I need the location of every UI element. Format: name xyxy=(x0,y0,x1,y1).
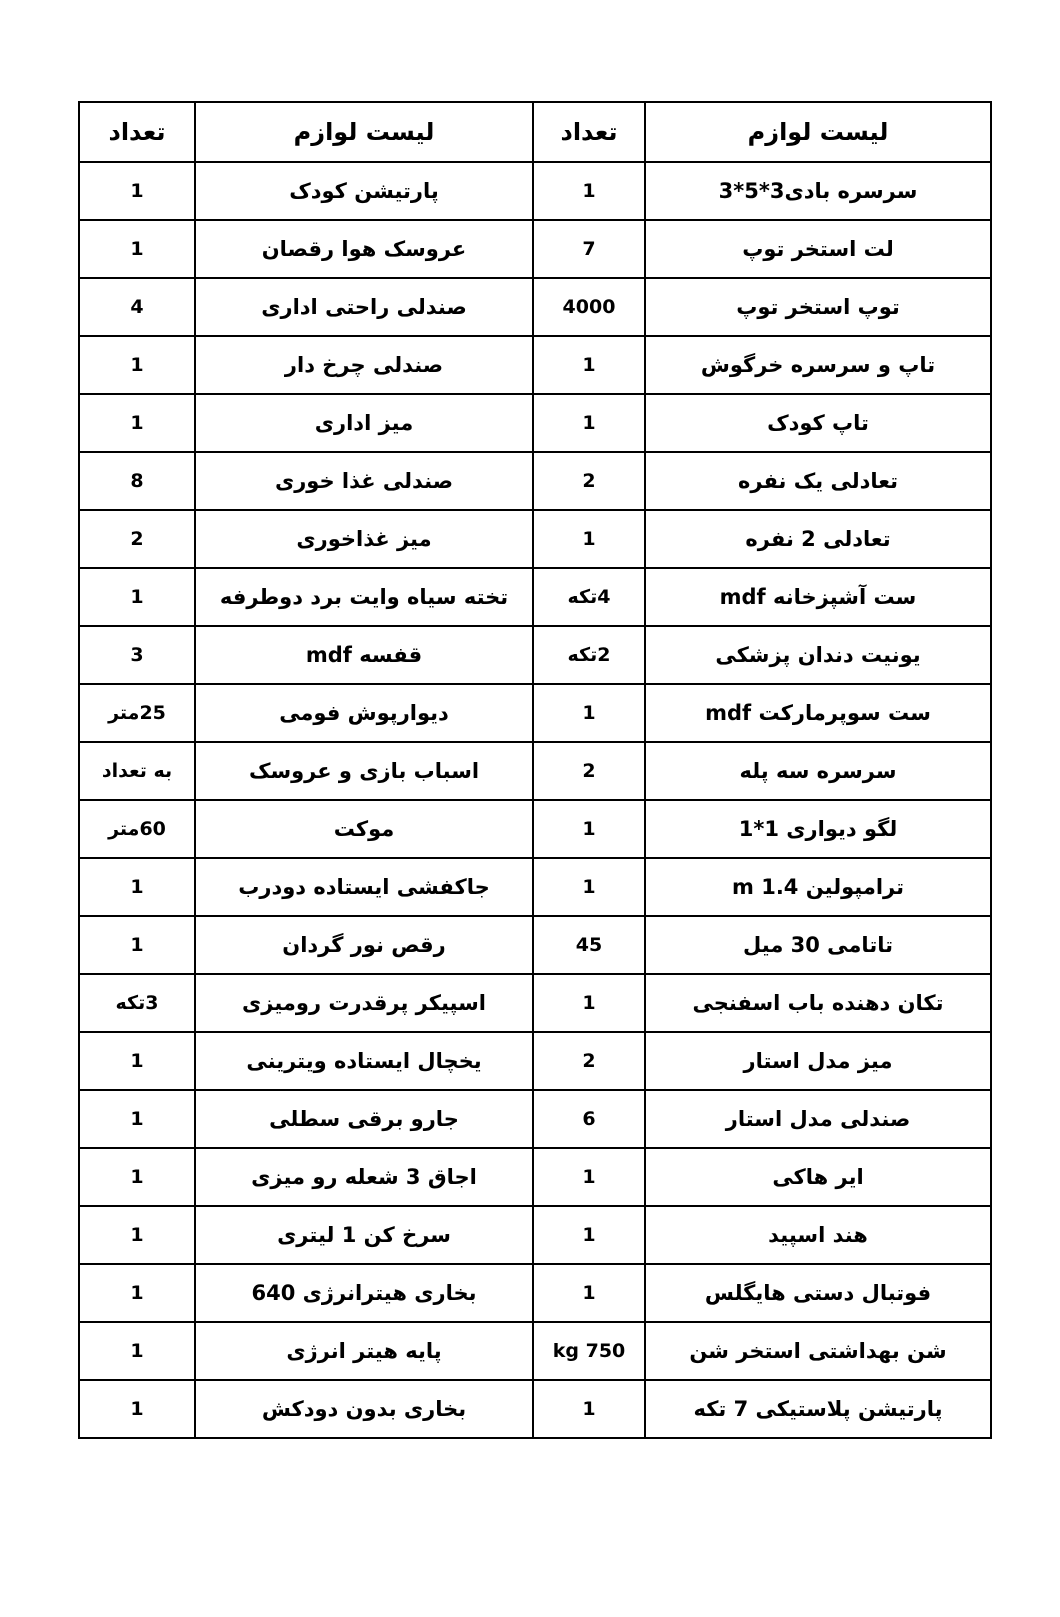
right-item-cell: ایر هاکی xyxy=(645,1148,991,1206)
table-row xyxy=(79,220,991,278)
right-quantity-cell: 1 xyxy=(533,1206,645,1264)
left-quantity-cell: 1 xyxy=(79,162,195,220)
right-quantity-cell: 1 xyxy=(533,800,645,858)
table-row xyxy=(79,974,991,1032)
right-quantity-cell: 1 xyxy=(533,1264,645,1322)
table-row xyxy=(79,1148,991,1206)
left-quantity-cell: 1 xyxy=(79,1090,195,1148)
table-row xyxy=(79,1322,991,1380)
left-quantity-cell: 1 xyxy=(79,916,195,974)
right-item-cell: ست آشپزخانه mdf xyxy=(645,568,991,626)
right-quantity-cell: 4000 xyxy=(533,278,645,336)
right-quantity-cell: 1 xyxy=(533,1148,645,1206)
right-quantity-cell: 7 xyxy=(533,220,645,278)
left-item-cell: یخچال ایستاده ویترینی xyxy=(195,1032,533,1090)
left-item-cell: جاکفشی ایستاده دودرب xyxy=(195,858,533,916)
left-item-cell: صندلی چرخ دار xyxy=(195,336,533,394)
left-item-cell: عروسک هوا رقصان xyxy=(195,220,533,278)
left-quantity-cell: 1 xyxy=(79,394,195,452)
right-quantity-cell: 1 xyxy=(533,1380,645,1438)
left-quantity-cell: به تعداد xyxy=(79,742,195,800)
table-row xyxy=(79,1206,991,1264)
table-row xyxy=(79,394,991,452)
header-row xyxy=(79,102,991,162)
left-quantity-cell: 8 xyxy=(79,452,195,510)
left-quantity-cell: 4 xyxy=(79,278,195,336)
right-item-cell: شن بهداشتی استخر شن xyxy=(645,1322,991,1380)
left-quantity-cell: 3تکه xyxy=(79,974,195,1032)
left-quantity-cell: 1 xyxy=(79,1264,195,1322)
left-quantity-cell: 1 xyxy=(79,336,195,394)
equipment-list-sheet xyxy=(78,101,990,1439)
right-quantity-cell: 6 xyxy=(533,1090,645,1148)
header-quantity-right: تعداد xyxy=(533,102,645,162)
left-quantity-cell: 60متر xyxy=(79,800,195,858)
right-item-cell: توپ استخر توپ xyxy=(645,278,991,336)
right-item-cell: سرسره سه پله xyxy=(645,742,991,800)
right-item-cell: یونیت دندان پزشکی xyxy=(645,626,991,684)
left-item-cell: اسباب بازی و عروسک xyxy=(195,742,533,800)
right-quantity-cell: 1 xyxy=(533,858,645,916)
left-item-cell: اجاق 3 شعله رو میزی xyxy=(195,1148,533,1206)
table-row xyxy=(79,510,991,568)
table-row xyxy=(79,1264,991,1322)
right-quantity-cell: 1 xyxy=(533,162,645,220)
right-item-cell: تعادلی 2 نفره xyxy=(645,510,991,568)
table-row xyxy=(79,1380,991,1438)
table-row xyxy=(79,278,991,336)
left-item-cell: سرخ کن 1 لیتری xyxy=(195,1206,533,1264)
table-row xyxy=(79,568,991,626)
right-quantity-cell: 4تکه xyxy=(533,568,645,626)
right-quantity-cell: 750 kg xyxy=(533,1322,645,1380)
left-item-cell: میز غذاخوری xyxy=(195,510,533,568)
left-quantity-cell: 1 xyxy=(79,1322,195,1380)
table-row xyxy=(79,336,991,394)
header-item-list-left: لیست لوازم xyxy=(195,102,533,162)
header-quantity-left: تعداد xyxy=(79,102,195,162)
left-quantity-cell: 1 xyxy=(79,1206,195,1264)
right-quantity-cell: 1 xyxy=(533,394,645,452)
left-item-cell: رقص نور گردان xyxy=(195,916,533,974)
right-item-cell: لت استخر توپ xyxy=(645,220,991,278)
table-row xyxy=(79,916,991,974)
left-quantity-cell: 1 xyxy=(79,220,195,278)
right-quantity-cell: 2 xyxy=(533,452,645,510)
table-row xyxy=(79,684,991,742)
right-quantity-cell: 2تکه xyxy=(533,626,645,684)
right-quantity-cell: 1 xyxy=(533,684,645,742)
left-item-cell: تخته سیاه وایت برد دوطرفه xyxy=(195,568,533,626)
left-quantity-cell: 2 xyxy=(79,510,195,568)
right-item-cell: تاتامی 30 میل xyxy=(645,916,991,974)
left-quantity-cell: 1 xyxy=(79,858,195,916)
left-item-cell: جارو برقی سطلی xyxy=(195,1090,533,1148)
right-item-cell: تکان دهنده باب اسفنجی xyxy=(645,974,991,1032)
right-quantity-cell: 45 xyxy=(533,916,645,974)
right-quantity-cell: 2 xyxy=(533,1032,645,1090)
right-item-cell: ست سوپرمارکت mdf xyxy=(645,684,991,742)
left-quantity-cell: 1 xyxy=(79,1148,195,1206)
left-quantity-cell: 1 xyxy=(79,1032,195,1090)
left-item-cell: صندلی غذا خوری xyxy=(195,452,533,510)
table-row xyxy=(79,742,991,800)
table-row xyxy=(79,800,991,858)
left-quantity-cell: 25متر xyxy=(79,684,195,742)
right-item-cell: تعادلی یک نفره xyxy=(645,452,991,510)
left-item-cell: پارتیشن کودک xyxy=(195,162,533,220)
table-row xyxy=(79,626,991,684)
table-row xyxy=(79,1090,991,1148)
right-quantity-cell: 1 xyxy=(533,510,645,568)
right-item-cell: تاپ و سرسره خرگوش xyxy=(645,336,991,394)
left-item-cell: بخاری بدون دودکش xyxy=(195,1380,533,1438)
left-item-cell: قفسه mdf xyxy=(195,626,533,684)
left-item-cell: میز اداری xyxy=(195,394,533,452)
table-row xyxy=(79,452,991,510)
equipment-table xyxy=(78,101,992,1439)
table-row xyxy=(79,1032,991,1090)
right-item-cell: لگو دیواری 1*1 xyxy=(645,800,991,858)
header-item-list-right: لیست لوازم xyxy=(645,102,991,162)
right-item-cell: پارتیشن پلاستیکی 7 تکه xyxy=(645,1380,991,1438)
table-body xyxy=(79,162,991,1438)
left-item-cell: پایه هیتر انرژی xyxy=(195,1322,533,1380)
right-item-cell: صندلی مدل استار xyxy=(645,1090,991,1148)
table-row xyxy=(79,162,991,220)
left-item-cell: دیوارپوش فومی xyxy=(195,684,533,742)
right-item-cell: فوتبال دستی هایگلس xyxy=(645,1264,991,1322)
left-quantity-cell: 1 xyxy=(79,1380,195,1438)
right-item-cell: میز مدل استار xyxy=(645,1032,991,1090)
left-quantity-cell: 1 xyxy=(79,568,195,626)
left-item-cell: صندلی راحتی اداری xyxy=(195,278,533,336)
right-item-cell: ترامپولین 1.4 m xyxy=(645,858,991,916)
right-item-cell: تاپ کودک xyxy=(645,394,991,452)
right-item-cell: هند اسپید xyxy=(645,1206,991,1264)
left-item-cell: اسپیکر پرقدرت رومیزی xyxy=(195,974,533,1032)
left-item-cell: موکت xyxy=(195,800,533,858)
right-quantity-cell: 2 xyxy=(533,742,645,800)
right-quantity-cell: 1 xyxy=(533,336,645,394)
right-item-cell: سرسره بادی3*5*3 xyxy=(645,162,991,220)
left-item-cell: بخاری هیترانرژی 640 xyxy=(195,1264,533,1322)
left-quantity-cell: 3 xyxy=(79,626,195,684)
table-row xyxy=(79,858,991,916)
right-quantity-cell: 1 xyxy=(533,974,645,1032)
